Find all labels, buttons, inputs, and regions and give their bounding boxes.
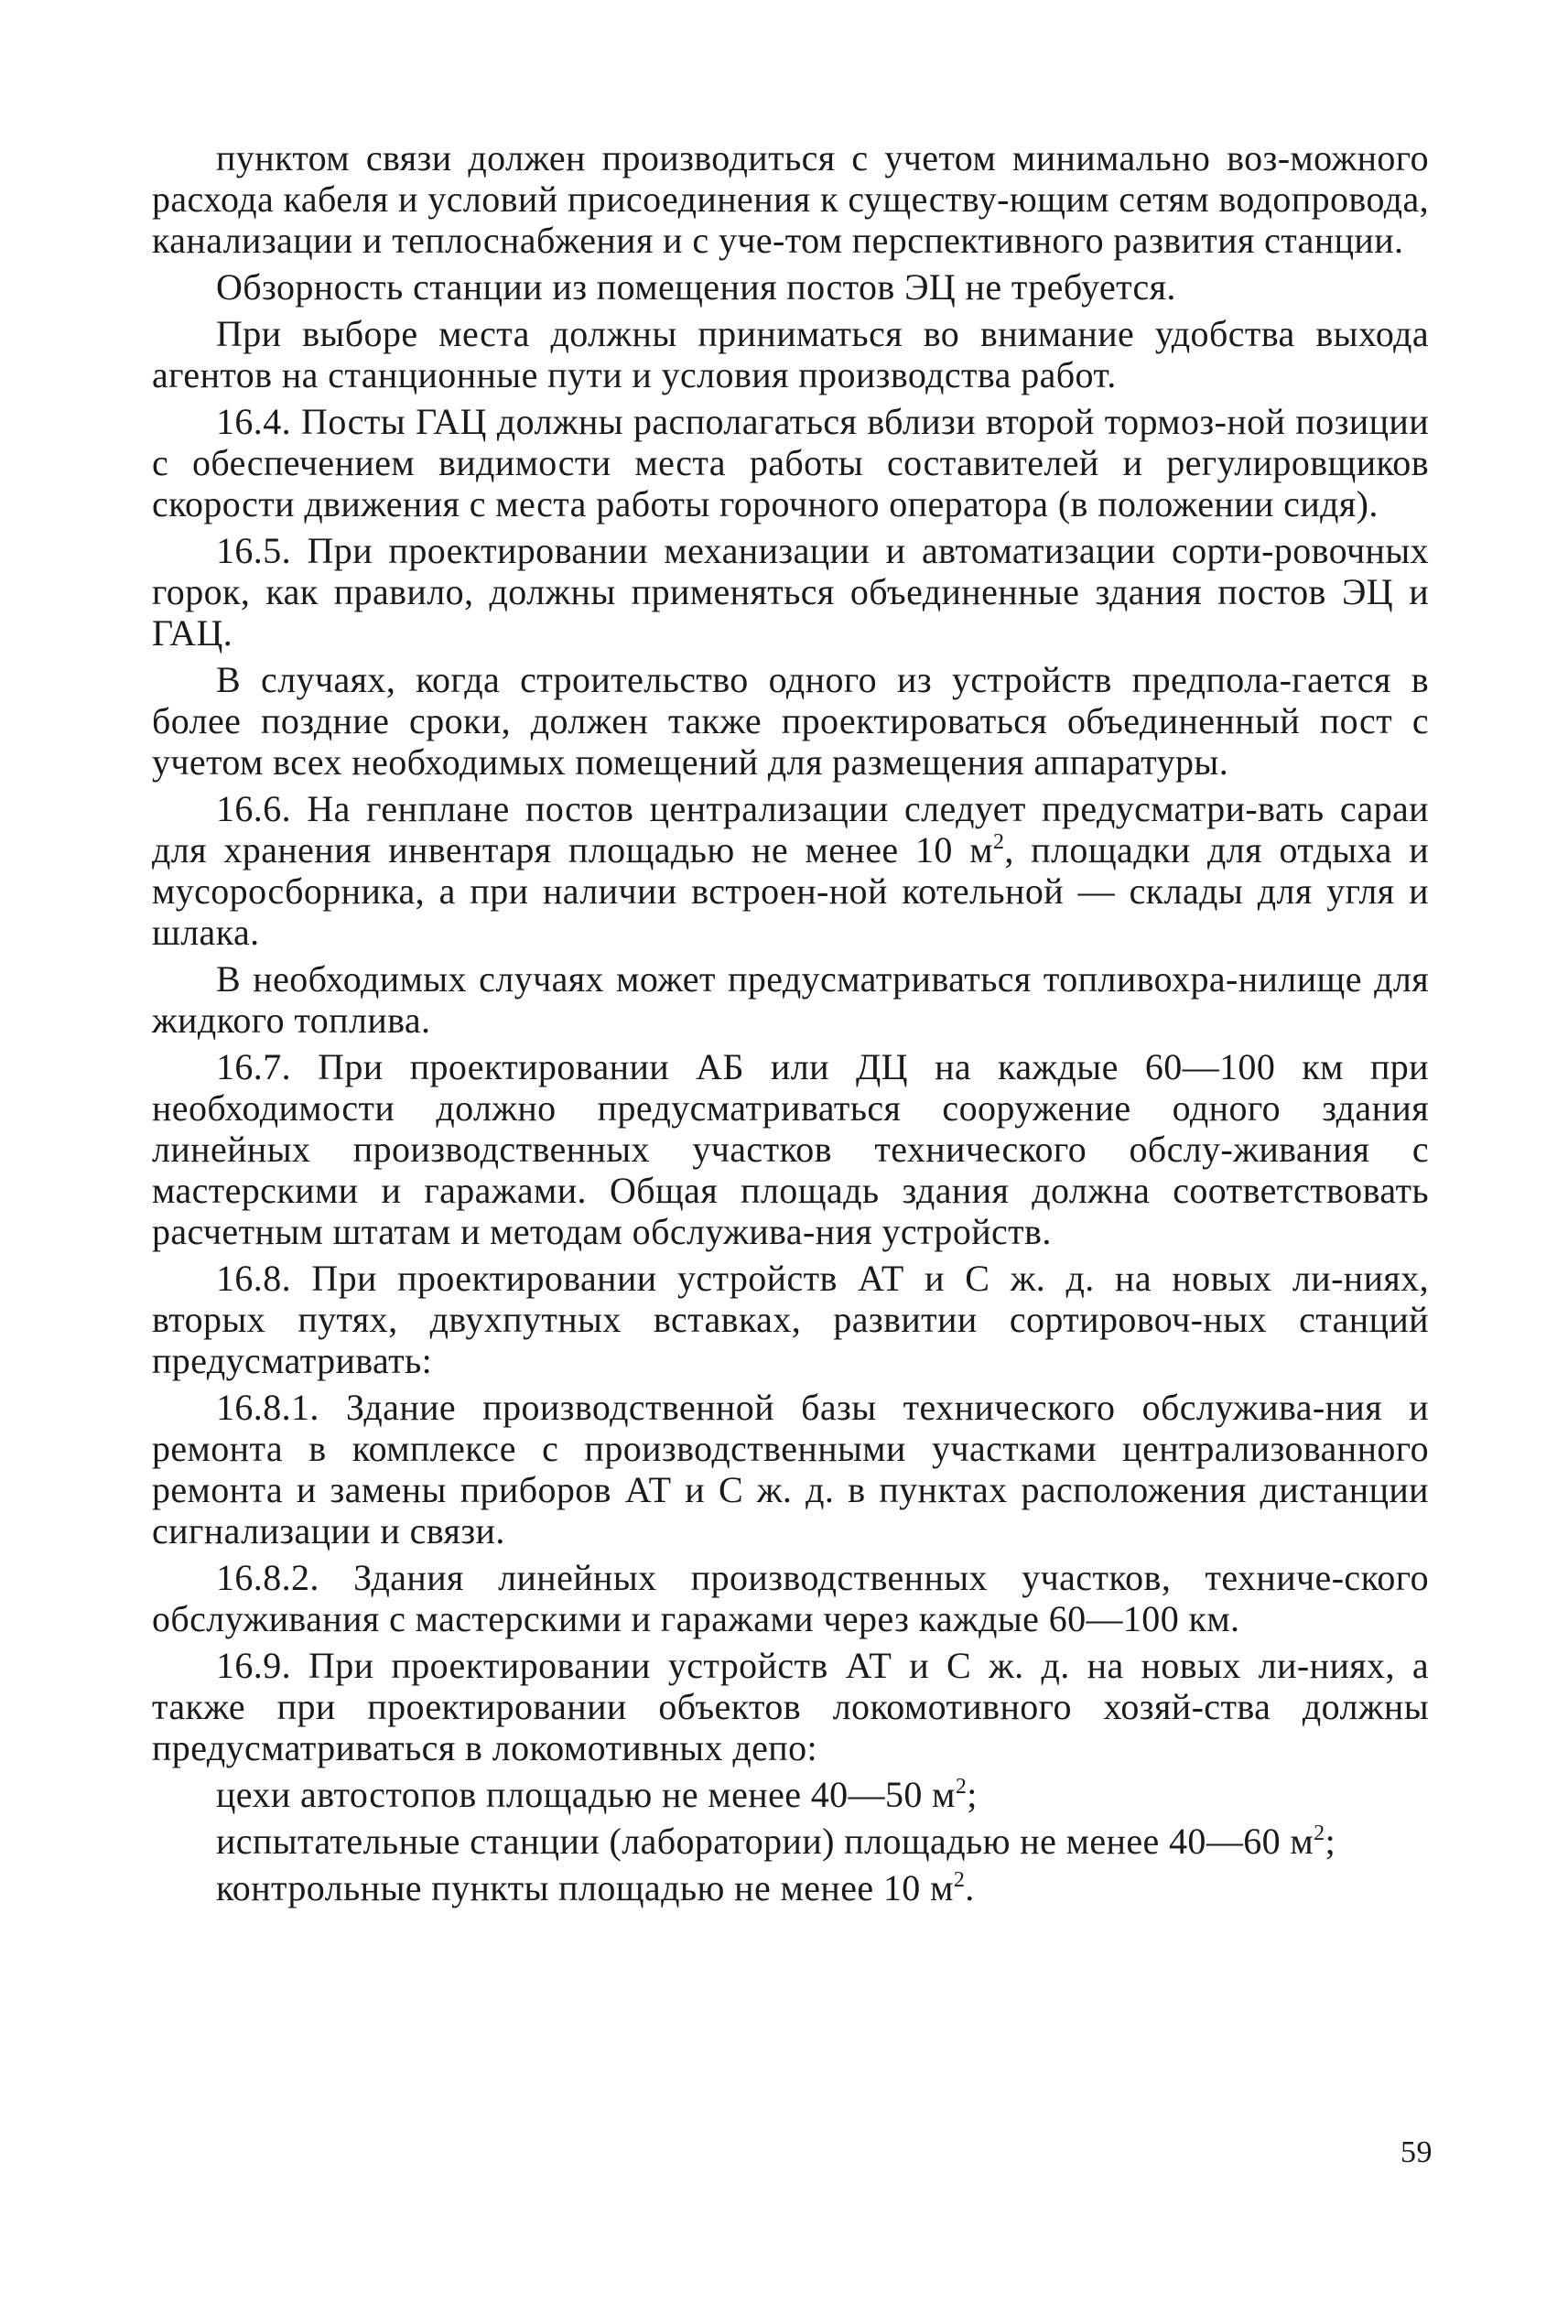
paragraph: При выборе места должны приниматься во внимание удобства выхода агентов на станционные пути и условия производства работ. bbox=[152, 313, 1429, 395]
paragraph: пунктом связи должен производиться с учетом минимально воз-можного расхода кабеля и условий присоединения к существу-ющим сетям водопровода, канализации и теплоснабжения и с уче-том перспективного развития станции. bbox=[152, 137, 1429, 261]
paragraph-text: ; bbox=[967, 1774, 978, 1815]
paragraph-16-8: 16.8. При проектировании устройств АТ и С ж. д. на новых ли-ниях, вторых путях, двухпутных вставках, развитии сортировоч-ных станций предусматривать: bbox=[152, 1258, 1429, 1381]
superscript: 2 bbox=[953, 1868, 966, 1892]
paragraph-16-9: 16.9. При проектировании устройств АТ и С ж. д. на новых ли-ниях, а также при проектировании объектов локомотивного хозяй-ства должны предусматриваться в локомотивных депо: bbox=[152, 1645, 1429, 1768]
paragraph-16-8-2: 16.8.2. Здания линейных производственных участков, техниче-ского обслуживания с мастерскими и гаражами через каждые 60—100 км. bbox=[152, 1557, 1429, 1639]
superscript: 2 bbox=[1314, 1821, 1325, 1845]
page-number: 59 bbox=[1400, 2135, 1433, 2169]
paragraph-text: , площадки для отдыха и мусоросборника, а при наличии встроен-ной котельной — склады для угля и шлака. bbox=[152, 829, 1430, 953]
paragraph-text: испытательные станции (лаборатории) площадью не менее 40—60 м bbox=[216, 1821, 1314, 1862]
body-text bbox=[152, 137, 1429, 1914]
paragraph-16-6 bbox=[152, 788, 1429, 953]
paragraph: В случаях, когда строительство одного из устройств предпола-гается в более поздние сроки, должен также проектироваться объединенный пост с учетом всех необходимых помещений для размещения аппаратуры. bbox=[152, 659, 1429, 783]
paragraph-text: ; bbox=[1325, 1821, 1336, 1862]
paragraph: В необходимых случаях может предусматриваться топливохра-нилище для жидкого топлива. bbox=[152, 958, 1429, 1041]
list-item bbox=[152, 1867, 1429, 1908]
paragraph-text: 16.6. На генплане постов централизации следует предусматри-вать сараи для хранения инвентаря площадью не менее 10 м bbox=[152, 788, 1429, 870]
paragraph-text: контрольные пункты площадью не менее 10 м bbox=[216, 1867, 954, 1908]
paragraph-16-4: 16.4. Посты ГАЦ должны располагаться вблизи второй тормоз-ной позиции с обеспечением видимости места работы составителей и регулировщиков скорости движения с места работы горочного оператора (в положении сидя). bbox=[152, 401, 1429, 524]
list-item bbox=[152, 1821, 1429, 1862]
paragraph-16-7: 16.7. При проектировании АБ или ДЦ на каждые 60—100 км при необходимости должно предусматриваться сооружение одного здания линейных производственных участков технического обслу-живания с мастерскими и гаражами. Общая площадь здания должна соответствовать расчетным штатам и методам обслужива-ния устройств. bbox=[152, 1046, 1429, 1252]
superscript: 2 bbox=[955, 1775, 968, 1799]
list-item bbox=[152, 1774, 1429, 1815]
paragraph: Обзорность станции из помещения постов ЭЦ не требуется. bbox=[216, 266, 1176, 308]
paragraph-text: цехи автостопов площадью не менее 40—50 м bbox=[216, 1774, 956, 1815]
paragraph-16-8-1: 16.8.1. Здание производственной базы технического обслужива-ния и ремонта в комплексе с производственными участками централизованного ремонта и замены приборов АТ и С ж. д. в пунктах расположения дистанции сигнализации и связи. bbox=[152, 1387, 1429, 1551]
superscript: 2 bbox=[992, 830, 1005, 854]
paragraph-16-5: 16.5. При проектировании механизации и автоматизации сорти-ровочных горок, как правило, должны применяться объединенные здания постов ЭЦ и ГАЦ. bbox=[152, 530, 1429, 654]
paragraph-text: . bbox=[965, 1867, 975, 1908]
